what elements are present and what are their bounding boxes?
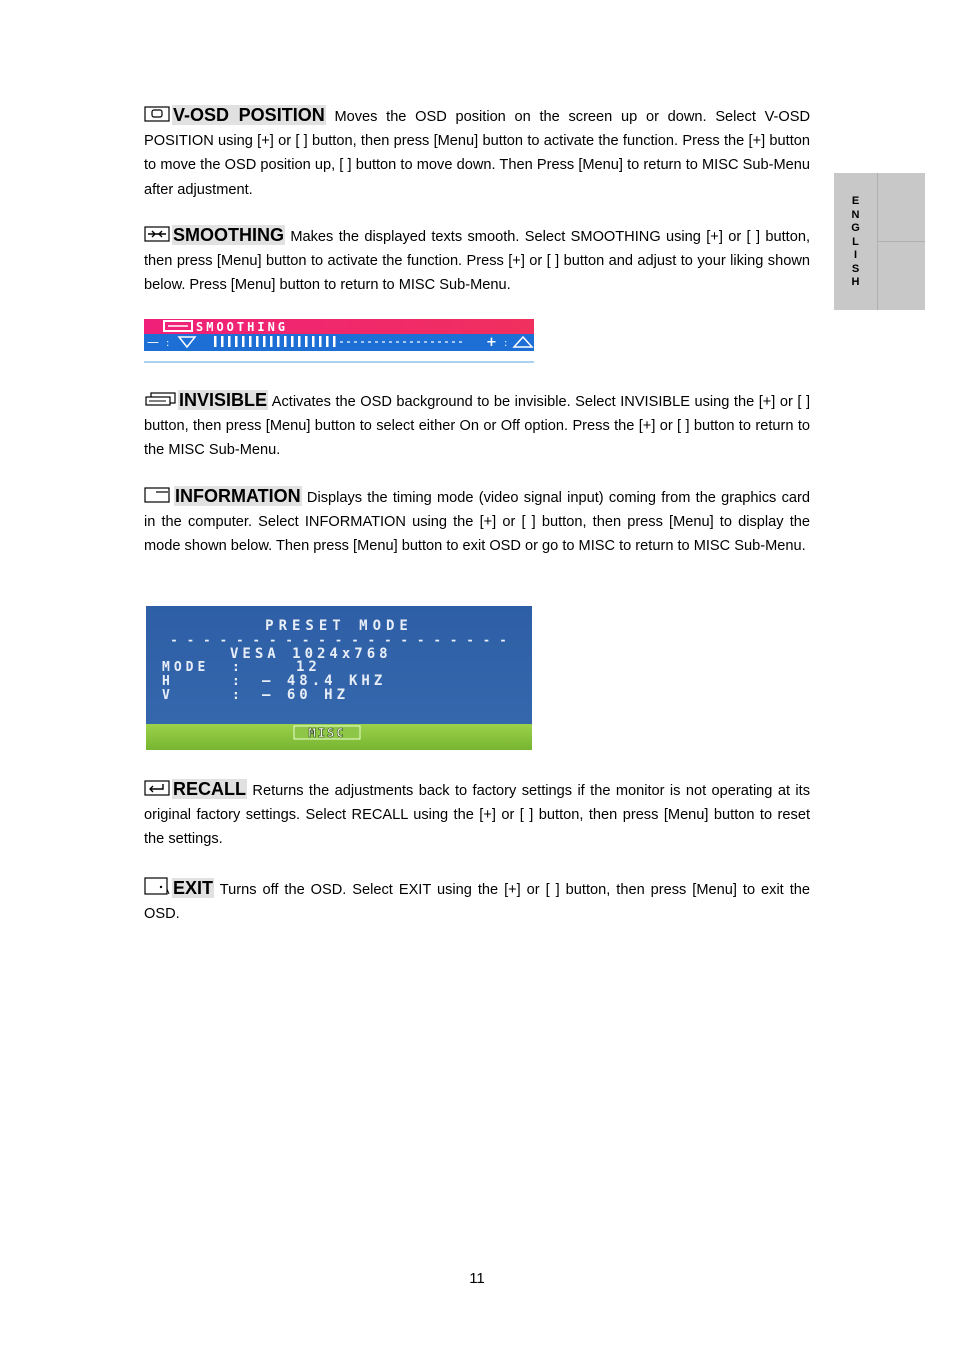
lang-letter: H — [851, 276, 860, 288]
invisible-icon — [144, 391, 176, 407]
osd-preset-title: PRESET MODE — [265, 618, 413, 634]
osd-minus-label: — — [147, 335, 159, 349]
osd-row-value: — 48.4 KHZ — [262, 673, 387, 689]
slider-tick-filled — [214, 336, 217, 347]
slider-tick-filled — [249, 336, 252, 347]
side-tab-block — [878, 242, 925, 310]
osd-row-label: H — [162, 674, 174, 689]
section-heading: SMOOTHING — [173, 225, 284, 245]
section-smoothing — [144, 223, 810, 298]
section-body: Returns the adjustments back to factory settings if the monitor is not operating at its original factory settings. Select RECALL using the [+] or [ ] button, then press [Menu] button to reset the settings. — [144, 783, 810, 848]
osd-colon: : — [166, 338, 170, 349]
osd-preset-mode-screenshot — [146, 604, 532, 752]
slider-tick-filled — [298, 336, 301, 347]
lang-letter: I — [853, 249, 858, 261]
slider-tick-filled — [263, 336, 266, 347]
slider-tick-filled — [277, 336, 280, 347]
lang-letter: N — [851, 208, 860, 221]
side-tab-blocks — [878, 173, 925, 310]
osd-row-label: MODE — [162, 660, 210, 675]
slider-tick-filled — [326, 336, 329, 347]
osd-plus-label: + — [486, 335, 497, 350]
osd-row-sep: : — [232, 660, 240, 675]
slider-tick-filled — [235, 336, 238, 347]
osd-preset-resolution: VESA 1024x768 — [230, 646, 392, 662]
osd-row-sep: : — [232, 674, 240, 689]
osd-misc-footer: MISC — [308, 726, 346, 740]
recall-icon — [144, 780, 170, 796]
section-body: Moves the OSD position on the screen up or down. Select V-OSD POSITION using [+] or [ ] button, then press [Menu] button to activate the function. Press the [+] button to move the OSD position up, [ ] button to move down. Then Press [Menu] to return to MISC Sub-Menu after adjustment. — [144, 109, 811, 198]
slider-tick-filled — [333, 336, 336, 347]
lang-letter: L — [852, 235, 859, 248]
osd-row-label: V — [162, 688, 174, 703]
osd-preset-graphic — [146, 604, 532, 752]
v-osd-position-icon — [144, 106, 170, 122]
section-body: Activates the OSD background to be invisible. Select INVISIBLE using the [+] or [ ] button, then press [Menu] button to select either On or Off option. Press the [+] or [ ] button to return to the MISC Sub-Menu. — [144, 394, 810, 459]
page-number: 11 — [469, 1270, 485, 1287]
osd-smoothing-graphic — [144, 318, 534, 365]
section-information — [144, 484, 810, 559]
section-heading: EXIT — [173, 878, 214, 898]
language-letters — [834, 173, 878, 310]
section-heading: INFORMATION — [175, 486, 301, 506]
slider-tick-filled — [256, 336, 259, 347]
lang-letter: G — [851, 222, 860, 234]
osd-smoothing-screenshot — [144, 318, 534, 365]
slider-tick-filled — [312, 336, 315, 347]
osd-row-value: 12 — [296, 659, 321, 675]
section-heading: RECALL — [173, 779, 246, 799]
section-heading: V-OSD POSITION — [173, 105, 325, 125]
slider-tick-filled — [319, 336, 322, 347]
osd-preset-divider: - - - - - - - - - - - - - - - - - - - - - — [170, 633, 508, 647]
language-side-tab — [834, 173, 925, 310]
section-exit — [144, 876, 810, 926]
section-body: Displays the timing mode (video signal input) coming from the graphics card in the computer. Select INFORMATION using the [+] or [ ] button, then press [Menu] to display the mode shown below. Then press [Menu] button to exit OSD or go to MISC to return to MISC Sub-Menu. — [144, 490, 810, 555]
osd-row-sep: : — [232, 688, 240, 703]
smoothing-icon — [144, 226, 170, 242]
slider-tick-filled — [228, 336, 231, 347]
slider-tick-filled — [284, 336, 287, 347]
lang-letter: E — [851, 195, 860, 207]
section-recall — [144, 777, 810, 852]
exit-icon — [144, 877, 170, 895]
osd-row-value: — 60 HZ — [262, 687, 350, 703]
section-invisible — [144, 388, 810, 463]
lang-letter: S — [851, 262, 860, 275]
section-heading: INVISIBLE — [179, 390, 268, 410]
side-tab-block — [878, 173, 925, 242]
osd-smoothing-title: SMOOTHING — [196, 320, 289, 334]
section-v-osd-position — [144, 103, 810, 202]
slider-tick-filled — [221, 336, 224, 347]
slider-tick-filled — [270, 336, 273, 347]
section-body: Turns off the OSD. Select EXIT using the [+] or [ ] button, then press [Menu] to exit the OSD. — [144, 882, 810, 923]
slider-tick-filled — [305, 336, 308, 347]
slider-tick-filled — [291, 336, 294, 347]
section-body: Makes the displayed texts smooth. Select SMOOTHING using [+] or [ ] button, then press [Menu] button to activate the function. Press [+] or [ ] button and adjust to your liking shown below. Press [Menu] button to return to MISC Sub-Menu. — [144, 229, 810, 294]
information-icon — [144, 487, 172, 503]
slider-tick-filled — [242, 336, 245, 347]
osd-colon: : — [504, 338, 508, 349]
